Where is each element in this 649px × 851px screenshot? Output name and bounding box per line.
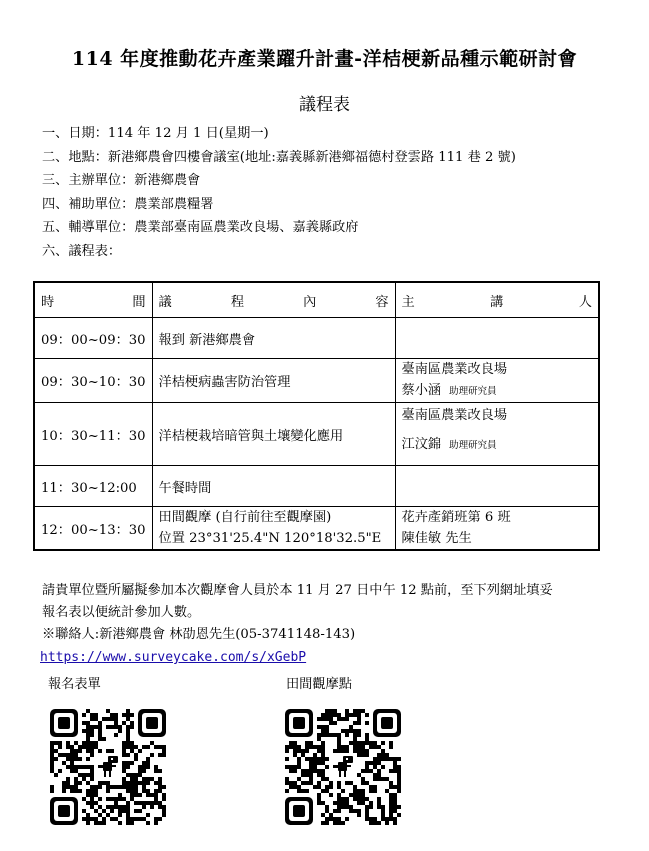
table-row bbox=[34, 466, 599, 507]
info-organizer: 三、主辦單位：新港鄉農會 bbox=[42, 173, 201, 188]
field-visit-qr-code-icon[interactable] bbox=[284, 706, 402, 828]
row-content-line: 田間觀摩 (自行前往至觀摩園) bbox=[158, 510, 332, 525]
qr-label-registration: 報名表單 bbox=[48, 677, 101, 692]
header-time bbox=[34, 282, 152, 318]
header-content-char: 容 bbox=[375, 294, 389, 310]
row-speaker bbox=[395, 359, 599, 403]
speaker-name: 蔡小涵 bbox=[401, 383, 442, 398]
row-speaker bbox=[395, 403, 599, 466]
row-time: 10：30~11：30 bbox=[34, 403, 152, 466]
row-content bbox=[152, 507, 395, 551]
header-content-char: 內 bbox=[303, 294, 317, 310]
qr-modules bbox=[50, 709, 166, 825]
info-date: 一、日期：114 年 12 月 1 日(星期一) bbox=[42, 126, 269, 141]
info-advisor: 五、輔導單位：農業部臺南區農業改良場、嘉義縣政府 bbox=[42, 220, 359, 235]
info-agenda-heading: 六、議程表： bbox=[42, 243, 122, 259]
contact-line: ※聯絡人:新港鄉農會 林劭恩先生(05-3741148-143) bbox=[42, 627, 356, 642]
registration-link[interactable]: https://www.surveycake.com/s/xGebP bbox=[40, 650, 307, 665]
row-speaker bbox=[395, 466, 599, 507]
speaker-role: 助理研究員 bbox=[449, 386, 497, 397]
speaker-name: 陳佳敏 先生 bbox=[401, 531, 472, 546]
speaker-name: 江汶錦 bbox=[401, 437, 442, 452]
row-content: 洋桔梗病蟲害防治管理 bbox=[152, 359, 395, 403]
table-header-row bbox=[34, 282, 599, 318]
row-time: 09：00~09：30 bbox=[34, 318, 152, 359]
speaker-person bbox=[402, 434, 592, 456]
row-content: 報到 新港鄉農會 bbox=[152, 318, 395, 359]
speaker-person bbox=[402, 380, 592, 402]
info-sponsor: 四、補助單位：農業部農糧署 bbox=[42, 196, 214, 212]
agenda-table bbox=[33, 281, 600, 551]
header-speaker-char: 主 bbox=[401, 294, 415, 310]
header-speaker-char: 人 bbox=[578, 294, 592, 310]
row-time: 12：00~13：30 bbox=[34, 507, 152, 551]
info-location: 二、地點：新港鄉農會四樓會議室(地址:嘉義縣新港鄉福德村登雲路 111 巷 2 號) bbox=[42, 149, 516, 165]
page-title: 114 年度推動花卉產業躍升計畫-洋桔梗新品種示範研討會 bbox=[71, 48, 578, 70]
speaker-role: 助理研究員 bbox=[449, 440, 497, 451]
page-subtitle: 議程表 bbox=[299, 95, 350, 115]
row-time: 09：30~10：30 bbox=[34, 359, 152, 403]
table-row bbox=[34, 403, 599, 466]
speaker-org: 花卉產銷班第 6 班 bbox=[401, 510, 511, 525]
row-content: 洋桔梗栽培暗管與土壤變化應用 bbox=[152, 403, 395, 466]
speaker-org: 臺南區農業改良場 bbox=[401, 408, 508, 423]
notice-line: 報名表以便統計參加人數。 bbox=[42, 605, 201, 620]
table-row bbox=[34, 359, 599, 403]
header-speaker-char: 講 bbox=[490, 294, 504, 310]
registration-notice bbox=[42, 580, 632, 646]
event-info bbox=[42, 122, 516, 263]
row-time: 11：30~12:00 bbox=[34, 466, 152, 507]
row-speaker bbox=[395, 507, 599, 551]
header-content-char: 議 bbox=[158, 294, 172, 310]
qr-modules bbox=[285, 709, 401, 825]
header-time-char: 時 bbox=[41, 294, 55, 310]
registration-qr-code-icon[interactable] bbox=[49, 706, 167, 828]
qr-label-field-visit: 田間觀摩點 bbox=[286, 677, 352, 692]
header-content bbox=[152, 282, 395, 318]
table-row bbox=[34, 318, 599, 359]
header-content-char: 程 bbox=[230, 294, 244, 310]
notice-line: 請貴單位暨所屬擬參加本次觀摩會人員於本 11 月 27 日中午 12 點前，至下列網址填妥 bbox=[42, 583, 553, 598]
speaker-org: 臺南區農業改良場 bbox=[401, 362, 508, 377]
header-speaker bbox=[395, 282, 599, 318]
row-content: 午餐時間 bbox=[152, 466, 395, 507]
row-content-location: 位置 23°31'25.4"N 120°18'32.5"E bbox=[158, 531, 382, 546]
row-speaker bbox=[395, 318, 599, 359]
table-row bbox=[34, 507, 599, 551]
header-time-char: 間 bbox=[132, 294, 146, 310]
